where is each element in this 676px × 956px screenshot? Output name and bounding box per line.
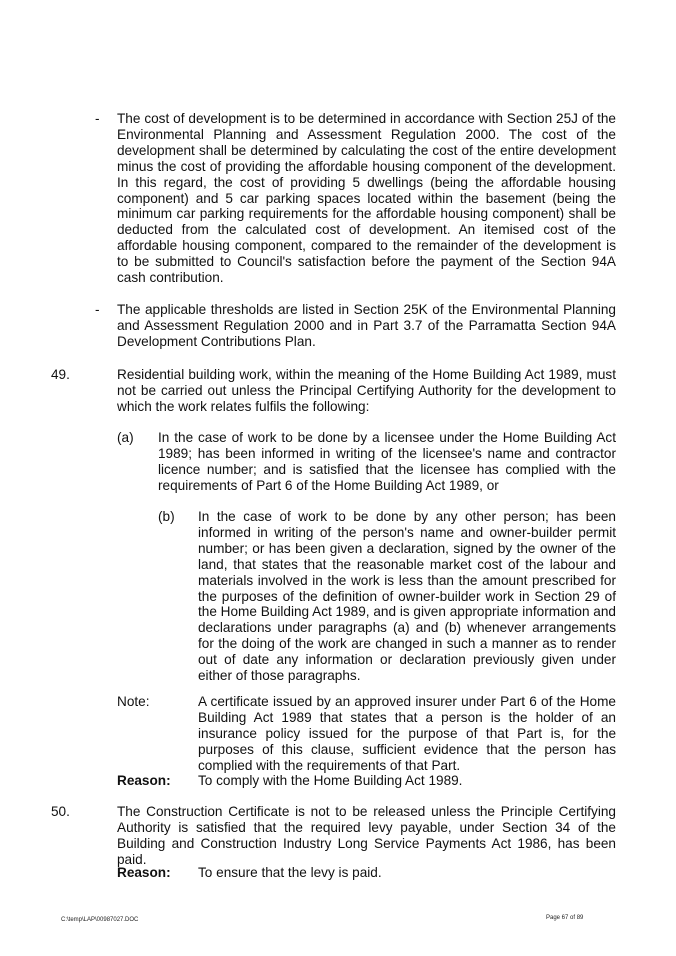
footer-page-number: Page 67 of 89 <box>546 915 584 921</box>
bullet-applicable-thresholds: The applicable thresholds are listed in Section 25K of the Environmental Planning and Assessment Regulation 2000 and in Part 3.7 of the Parramatta Section 94A Development Contributions Plan. <box>117 302 616 349</box>
item-b-text: In the case of work to be done by any other person; has been informed in writing of the person's name and owner-builder permit number; or has been given a declaration, signed by the owner of the land, that states that the reasonable market cost of the labour and materials involved in the work is less than the amount prescribed for the purposes of the definition of owner-builder work in Section 29 of the Home Building Act 1989, and is given appropriate information and declarations under paragraphs (a) and (b) whenever arrangements for the doing of the work are changed in such a manner as to render out of date any information or declaration previously given under either of those paragraphs. <box>198 509 616 684</box>
reason-text: To comply with the Home Building Act 1989. <box>198 773 463 788</box>
bullet-cost-of-development: The cost of development is to be determined in accordance with Section 25J of the Environmental Planning and Assessment Regulation 2000. The cost of the development shall be determined by calculating the cost of the entire development minus the cost of providing the affordable housing component of the development. In this regard, the cost of providing 5 dwellings (being the affordable housing component) and 5 car parking spaces located within the basement (being the minimum car parking requirements for the affordable housing component) shall be deducted from the calculated cost of development. An itemised cost of the affordable housing component, compared to the remainder of the development is to be submitted to Council's satisfaction before the payment of the Section 94A cash contribution. <box>117 111 616 286</box>
bullet-marker: - <box>95 302 100 317</box>
clause-50-number: 50. <box>51 804 70 819</box>
note-label: Note: <box>117 694 150 709</box>
reason-label: Reason: <box>117 865 171 880</box>
item-a-text: In the case of work to be done by a licensee under the Home Building Act 1989; has been informed in writing of the licensee's name and contractor licence number; and is satisfied that the licensee has complied with the requirements of Part 6 of the Home Building Act 1989, or <box>158 430 616 493</box>
reason-text: To ensure that the levy is paid. <box>198 865 382 880</box>
clause-49-number: 49. <box>51 367 70 382</box>
reason-label: Reason: <box>117 773 171 788</box>
clause-50-text: The Construction Certificate is not to be released unless the Principle Certifying Authority is satisfied that the required levy payable, under Section 34 of the Building and Construction Industry Long Service Payments Act 1986, has been paid. <box>117 804 616 867</box>
clause-49-text: Residential building work, within the meaning of the Home Building Act 1989, must not be carried out unless the Principal Certifying Authority for the development to which the work relates fulfils the following: <box>117 367 616 414</box>
item-a-label: (a) <box>117 430 134 445</box>
footer-file-path: C:\temp\LAP\00987027.DOC <box>61 917 139 923</box>
bullet-marker: - <box>95 111 100 126</box>
note-text: A certificate issued by an approved insurer under Part 6 of the Home Building Act 1989 that states that a person is the holder of an insurance policy issued for the purpose of that Part is, for the purposes of this clause, sufficient evidence that the person has complied with the requirements of that Part. <box>198 694 616 773</box>
item-b-label: (b) <box>158 509 175 524</box>
